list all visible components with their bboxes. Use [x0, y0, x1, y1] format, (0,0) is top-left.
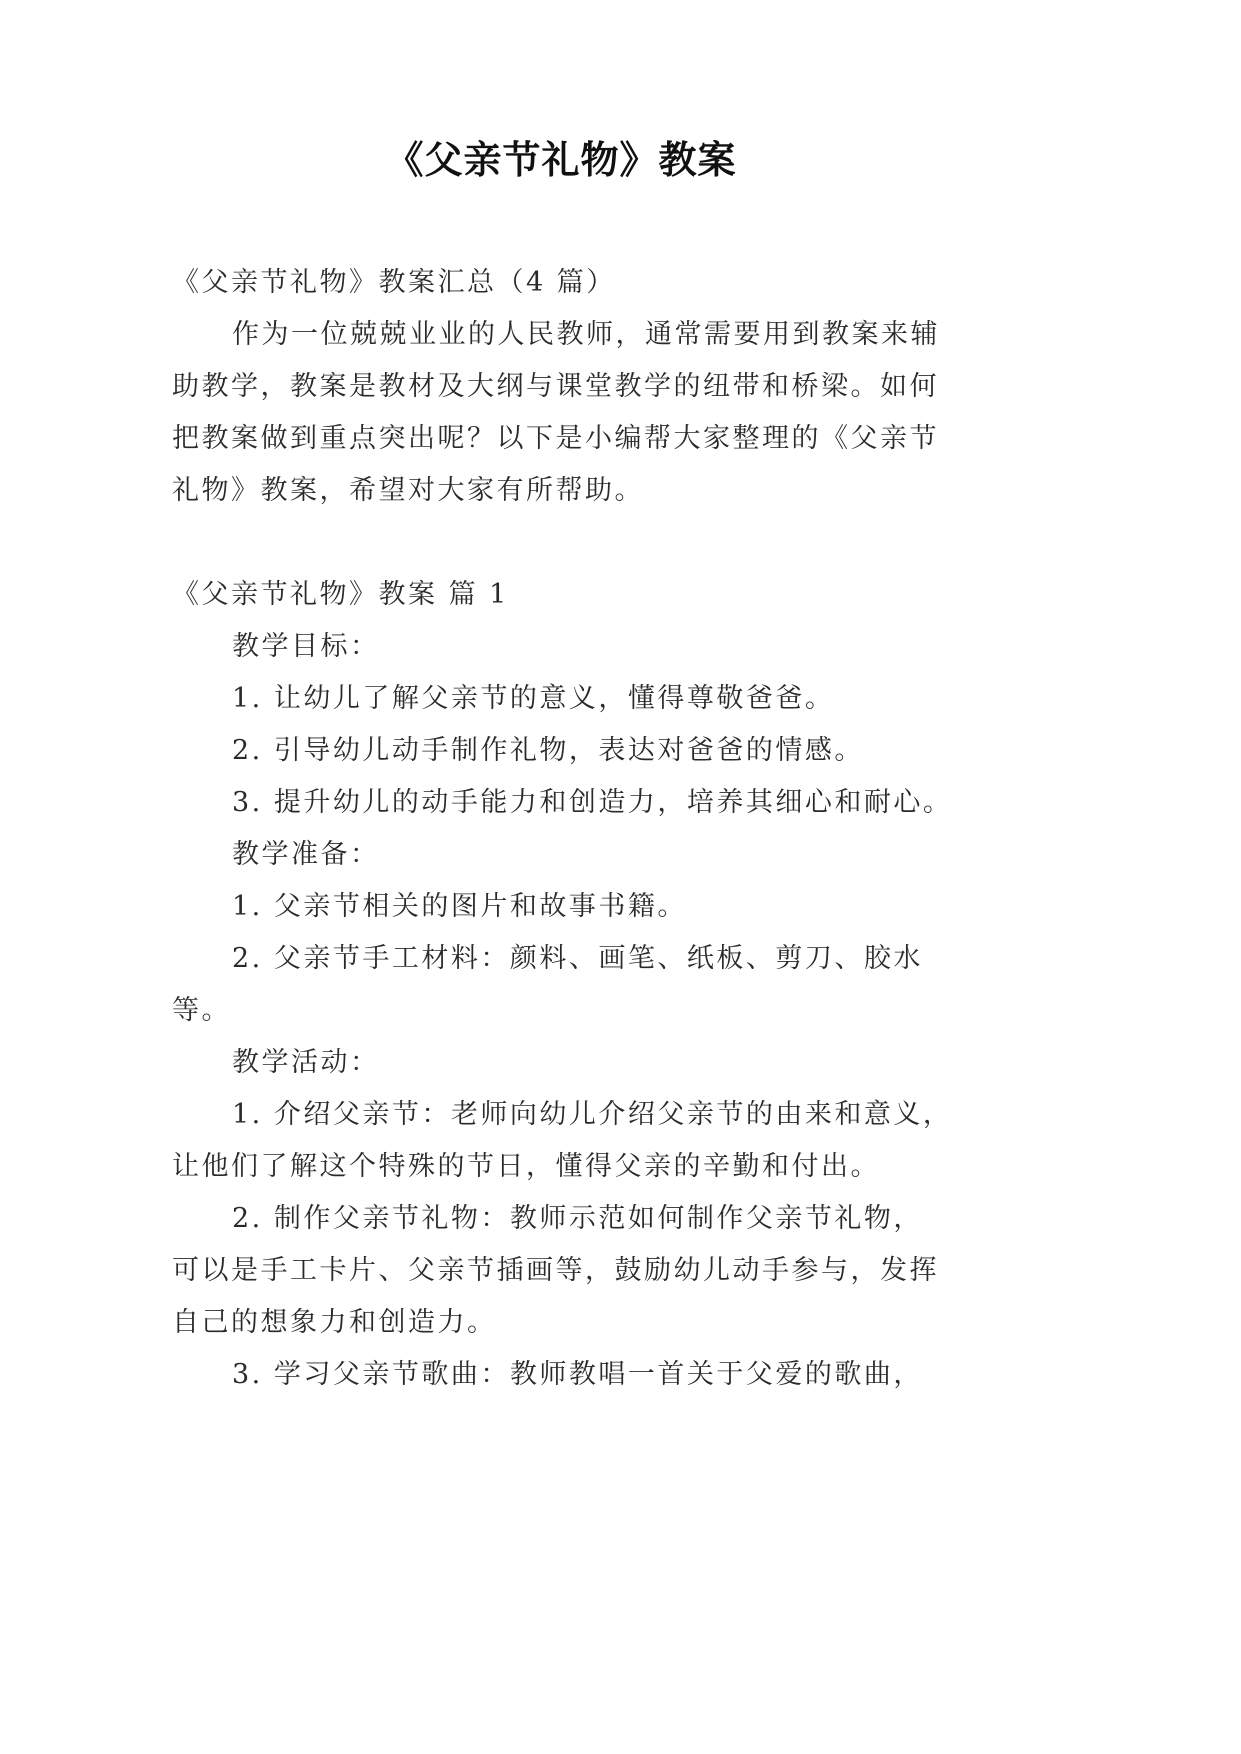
summary-heading: 《父亲节礼物》教案汇总（4 篇）	[172, 267, 616, 298]
document-title: 《父亲节礼物》教案	[385, 138, 737, 182]
intro-line: 把教案做到重点突出呢？以下是小编帮大家整理的《父亲节	[172, 423, 939, 454]
intro-line: 助教学，教案是教材及大纲与课堂教学的纽带和桥梁。如何	[172, 371, 939, 402]
activity-item: 1. 介绍父亲节：老师向幼儿介绍父亲节的由来和意义，	[232, 1099, 953, 1130]
prep-label: 教学准备：	[232, 839, 380, 870]
activities-label: 教学活动：	[232, 1047, 380, 1078]
prep-item-continuation: 等。	[172, 995, 231, 1026]
goals-label: 教学目标：	[232, 631, 380, 662]
intro-line: 作为一位兢兢业业的人民教师，通常需要用到教案来辅	[232, 319, 940, 350]
prep-item: 1. 父亲节相关的图片和故事书籍。	[232, 891, 687, 922]
section-heading: 《父亲节礼物》教案 篇 1	[172, 579, 509, 610]
prep-item: 2. 父亲节手工材料：颜料、画笔、纸板、剪刀、胶水	[232, 943, 923, 974]
intro-line: 礼物》教案，希望对大家有所帮助。	[172, 475, 644, 506]
activity-item-continuation: 自己的想象力和创造力。	[172, 1307, 497, 1338]
goal-item: 1. 让幼儿了解父亲节的意义，懂得尊敬爸爸。	[232, 683, 835, 714]
activity-item: 3. 学习父亲节歌曲：教师教唱一首关于父爱的歌曲，	[232, 1359, 923, 1390]
activity-item-continuation: 让他们了解这个特殊的节日，懂得父亲的辛勤和付出。	[172, 1151, 880, 1182]
goal-item: 2. 引导幼儿动手制作礼物，表达对爸爸的情感。	[232, 735, 864, 766]
document-body	[172, 257, 992, 1401]
blank-line	[172, 517, 992, 569]
activity-item-continuation: 可以是手工卡片、父亲节插画等，鼓励幼儿动手参与，发挥	[172, 1255, 939, 1286]
activity-item: 2. 制作父亲节礼物：教师示范如何制作父亲节礼物，	[232, 1203, 923, 1234]
goal-item: 3. 提升幼儿的动手能力和创造力，培养其细心和耐心。	[232, 787, 953, 818]
